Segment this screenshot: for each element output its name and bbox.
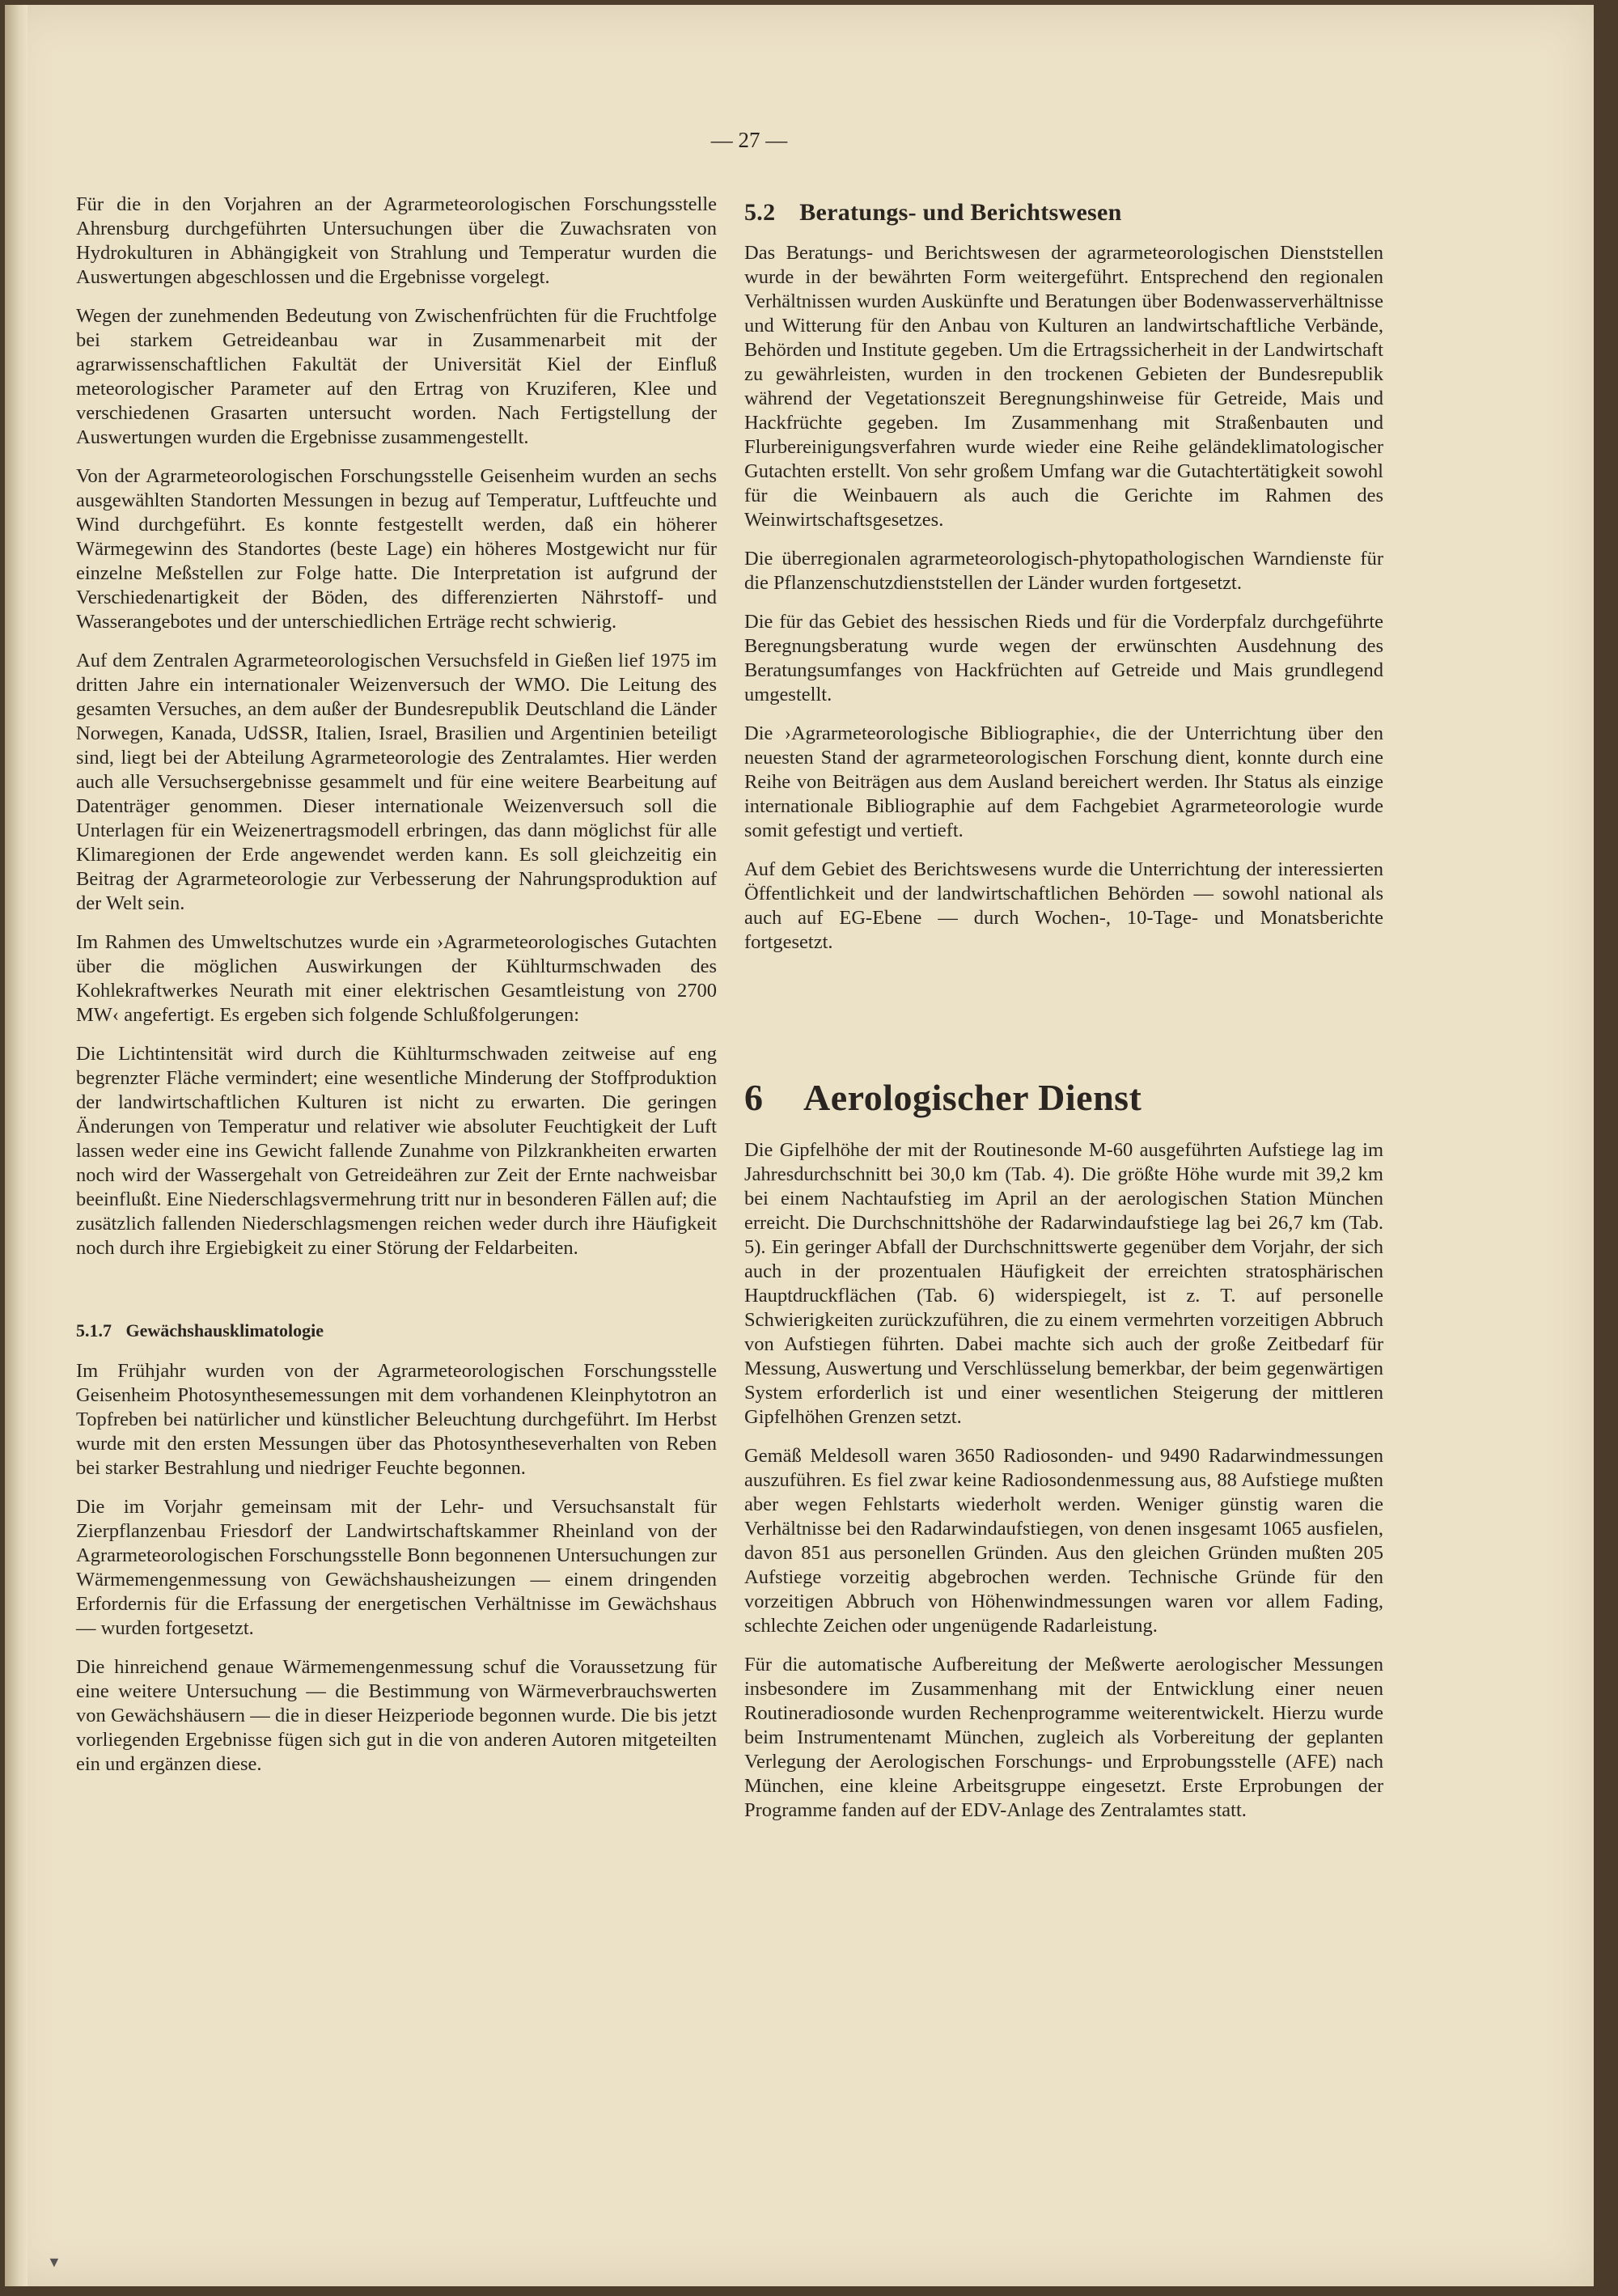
document-page [5,5,1594,2286]
paragraph: Die Lichtintensität wird durch die Kühlturmschwaden zeitweise auf eng begrenzter Fläche vermindert; eine wesentliche Minderung der Stoffproduktion der landwirtschaftlichen Kulturen ist nicht zu erwarten. Die geringen Änderungen von Temperatur und relativer wie absoluter Feuchtigkeit der Luft lassen weder eine ins Gewicht fallende Zunahme von Pilzkrankheiten erwarten noch wird der Wassergehalt von Getreideähren zur Zeit der Ernte nachweisbar beeinflußt. Eine Niederschlagsvermehrung tritt nur in besonderen Fällen auf; die zusätzlich fallenden Niederschlagsmengen reichen weder durch ihre Häufigkeit noch durch ihre Ergiebigkeit zu einer Störung der Feldarbeiten. [76,1043,717,1259]
paragraph: Auf dem Gebiet des Berichtswesens wurde die Unterrichtung der interessierten Öffentlichkeit und der landwirtschaftlichen Behörden — sowohl national als auch auf EG-Ebene — durch Wochen-, 10-Tage- und Monatsberichte fortgesetzt. [744,858,1383,953]
subsection-heading [76,1320,717,1341]
right-column [744,199,1383,1837]
paragraph: Die ›Agrarmeteorologische Bibliographie‹, die der Unterrichtung über den neuesten Stand der agrarmeteorologischen Forschung dient, konnte durch eine Reihe von Beiträgen aus dem Ausland bereichert werden. Ihr Status als einzige internationale Bibliographie auf dem Fachgebiet Agrarmeteorologie wurde somit gefestigt und vertieft. [744,722,1383,841]
section-number: 5.2 [744,199,776,226]
footer-mark: ▼ [47,2254,61,2270]
left-column [76,193,717,1791]
paragraph: Wegen der zunehmenden Bedeutung von Zwischenfrüchten für die Fruchtfolge bei starkem Getreideanbau war in Zusammenarbeit mit der agrarwissenschaftlichen Fakultät der Universität Kiel der Einfluß meteorologischer Parameter auf den Ertrag von Kruziferen, Klee und verschiedenen Grasarten untersucht worden. Nach Fertigstellung der Auswertungen wurden die Ergebnisse zusammengestellt. [76,305,717,448]
paragraph: Die Gipfelhöhe der mit der Routinesonde M-60 ausgeführten Aufstiege lag im Jahresdurchschnitt bei 30,0 km (Tab. 4). Die größte Höhe wurde mit 39,2 km bei einem Nachtaufstieg im April an der aerologischen Station München erreicht. Die Durchschnittshöhe der Radarwindaufstiege lag bei 26,7 km (Tab. 5). Ein geringer Abfall der Durchschnittswerte gegenüber dem Vorjahr, der sich auch in der prozentualen Häufigkeit der erreichten stratosphärischen Hauptdruckflächen (Tab. 6) widerspiegelt, ist z. T. auf personelle Schwierigkeiten zurückzuführen, die zu einem vermehrten vorzeitigen Abbruch von Aufstiegen führten. Dabei machte sich auch der große Zeitbedarf für Messung, Auswertung und Verschlüsselung bemerkbar, der beim gegenwärtigen System erforderlich ist und einer wesentlichen Steigerung der mittleren Gipfelhöhen Grenzen setzt. [744,1139,1383,1428]
paragraph: Die hinreichend genaue Wärmemengenmessung schuf die Voraussetzung für eine weitere Untersuchung — die Bestimmung von Wärmeverbrauchswerten von Gewächshäusern — die in dieser Heizperiode begonnen wurde. Die bis jetzt vorliegenden Ergebnisse fügen sich gut in die von anderen Autoren mitgeteilten ein und ergänzen diese. [76,1656,717,1775]
paragraph: Gemäß Meldesoll waren 3650 Radiosonden- und 9490 Radarwindmessungen auszuführen. Es fiel zwar keine Radiosondenmessung aus, 88 Aufstiege mußten aber wegen Fehlstarts wiederholt werden. Weniger günstig waren die Verhältnisse bei den Radarwindaufstiegen, von denen insgesamt 1065 ausfielen, davon 851 aus personellen Gründen. Aus den gleichen Gründen mußten 205 Aufstiege vorzeitig abgebrochen werden. Technische Gründe für den vorzeitigen Abbruch von Höhenwindmessungen waren vor allem Fading, schlechte Zeichen oder ungenügende Radarleistung. [744,1445,1383,1637]
paragraph: Von der Agrarmeteorologischen Forschungsstelle Geisenheim wurden an sechs ausgewählten Standorten Messungen in bezug auf Temperatur, Luftfeuchte und Wind durchgeführt. Es konnte festgestellt werden, daß ein höherer Wärmegewinn des Standortes (beste Lage) ein höheres Mostgewicht nur für einzelne Meßstellen zur Folge hatte. Die Interpretation ist aufgrund der Verschiedenartigkeit der Böden, des differenzierten Nährstoff- und Wasserangebotes und der unterschiedlichen Erträge recht schwierig. [76,465,717,633]
subsection-number: 5.1.7 [76,1320,112,1341]
section-heading [744,199,1383,227]
paragraph: Im Frühjahr wurden von der Agrarmeteorologischen Forschungsstelle Geisenheim Photosynthesemessungen mit dem vorhandenen Kleinphytotron an Topfreben bei natürlicher und künstlicher Beleuchtung durchgeführt. Im Herbst wurde mit den ersten Messungen über das Photosyntheseverhalten von Reben bei starker Bestrahlung und niedriger Feuchte begonnen. [76,1360,717,1479]
paragraph: Für die automatische Aufbereitung der Meßwerte aerologischer Messungen insbesondere im Zusammenhang mit der Entwicklung einer neuen Routineradiosonde wurden Rechenprogramme weiterentwickelt. Hierzu wurde beim Instrumentenamt München, zugleich als Vorbereitung der geplanten Verlegung der Aerologischen Forschungs- und Erprobungsstelle (AFE) nach München, eine kleine Arbeitsgruppe eingesetzt. Erste Erprobungen der Programme fanden auf der EDV-Anlage des Zentralamtes statt. [744,1654,1383,1821]
chapter-number: 6 [744,1077,764,1118]
paragraph: Auf dem Zentralen Agrarmeteorologischen Versuchsfeld in Gießen lief 1975 im dritten Jahre ein internationaler Weizenversuch der WMO. Die Leitung des gesamten Versuches, an dem außer der Bundesrepublik Deutschland die Länder Norwegen, Kanada, UdSSR, Italien, Israel, Brasilien und Argentinien beteiligt sind, liegt bei der Abteilung Agrarmeteorologie des Zentralamtes. Hier werden auch alle Versuchsergebnisse gesammelt und für eine weitere Bearbeitung auf Datenträger genommen. Dieser internationale Weizenversuch soll die Unterlagen für ein Weizenertragsmodell erbringen, das dann möglichst für alle Klimaregionen der Erde angewendet werden kann. Es soll gleichzeitig ein Beitrag der Agrarmeteorologie zur Verbesserung der Nahrungsproduktion auf der Welt sein. [76,650,717,914]
chapter-title: Aerologischer Dienst [803,1077,1142,1118]
section-title: Beratungs- und Berichtswesen [799,199,1122,226]
paragraph: Die überregionalen agrarmeteorologisch-phytopathologischen Warndienste für die Pflanzenschutzdienststellen der Länder wurden fortgesetzt. [744,548,1383,594]
subsection-title: Gewächshausklimatologie [125,1320,324,1341]
paragraph: Im Rahmen des Umweltschutzes wurde ein ›Agrarmeteorologisches Gutachten über die möglichen Auswirkungen der Kühlturmschwaden des Kohlekraftwerkes Neurath mit einer elektrischen Gesamtleistung von 2700 MW‹ angefertigt. Es ergeben sich folgende Schlußfolgerungen: [76,931,717,1026]
paragraph: Das Beratungs- und Berichtswesen der agrarmeteorologischen Dienststellen wurde in der bewährten Form weitergeführt. Entsprechend den regionalen Verhältnissen wurden Auskünfte und Beratungen über Bodenwasserverhältnisse und Witterung für den Anbau von Kulturen an landwirtschaftliche Verbände, Behörden und Institute gegeben. Um die Ertragssicherheit in der Landwirtschaft zu gewährleisten, wurden in den trockenen Gebieten der Bundesrepublik während der Vegetationszeit Beregnungshinweise für Getreide, Mais und Hackfrüchte gegeben. Im Zusammenhang mit Straßenbauten und Flurbereinigungsverfahren wurde wieder eine Reihe geländeklimatologischer Gutachten erstellt. Von sehr großem Umfang war die Gutachtertätigkeit sowohl für die Weinbauern als auch die Gerichte im Rahmen des Weinwirtschaftsgesetzes. [744,242,1383,531]
paragraph: Für die in den Vorjahren an der Agrarmeteorologischen Forschungsstelle Ahrensburg durchgeführten Untersuchungen über die Zuwachsraten von Hydrokulturen in Abhängigkeit von Strahlung und Temperatur wurden die Auswertungen abgeschlossen und die Ergebnisse vorgelegt. [76,193,717,288]
paragraph: Die im Vorjahr gemeinsam mit der Lehr- und Versuchsanstalt für Zierpflanzenbau Friesdorf der Landwirtschaftskammer Rheinland von der Agrarmeteorologischen Forschungsstelle Bonn begonnenen Untersuchungen zur Wärmemengenmessung von Gewächshausheizungen — einem dringenden Erfordernis für die Erfassung der energetischen Verhältnisse im Gewächshaus — wurden fortgesetzt. [76,1496,717,1639]
paragraph: Die für das Gebiet des hessischen Rieds und für die Vorderpfalz durchgeführte Beregnungsberatung wurde wegen der erwünschten Ausdehnung des Beratungsumfanges von Hackfrüchten auf Getreide und Mais grundlegend umgestellt. [744,611,1383,705]
chapter-heading [744,1076,1383,1119]
page-number: — 27 — [710,128,788,152]
binding-spine [5,5,28,2286]
